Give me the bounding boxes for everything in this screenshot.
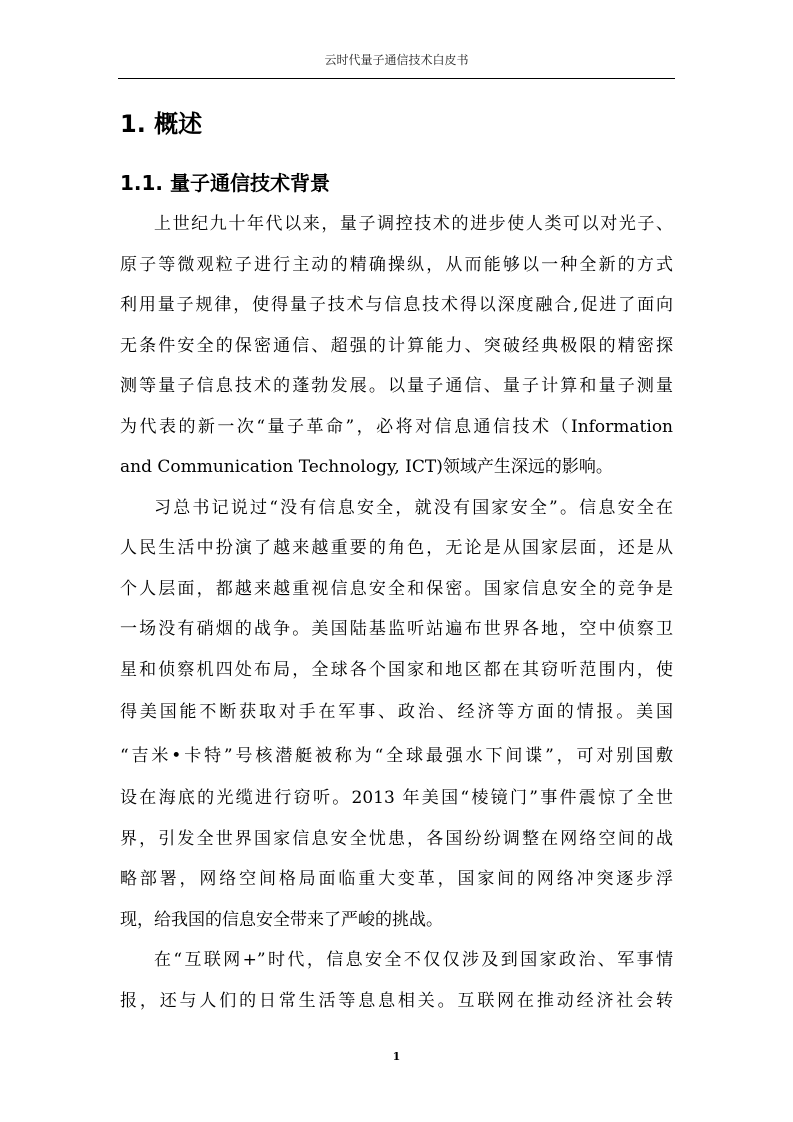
document-body	[120, 106, 673, 1021]
paragraph-line: and Communication Technology, ICT)领域产生深远的影响。	[120, 457, 613, 477]
paragraph-line: 个人层面，都越来越重视信息安全和保密。国家信息安全的竞争是	[120, 578, 673, 599]
paragraph-line: 星和侦察机四处布局，全球各个国家和地区都在其窃听范围内，使	[120, 659, 673, 680]
paragraph-line: 为代表的新一次“量子革命”，必将对信息通信技术（Information	[120, 416, 673, 437]
paragraph-1	[120, 204, 673, 488]
paragraph-line: 现，给我国的信息安全带来了严峻的挑战。	[120, 909, 443, 930]
section-heading: 1. 概述	[120, 110, 203, 138]
subsection-heading: 1.1. 量子通信技术背景	[120, 171, 330, 195]
paragraph-line: 报，还与人们的日常生活等息息相关。互联网在推动经济社会转	[120, 990, 673, 1011]
paragraph-2	[120, 488, 673, 941]
paragraph-line: 人民生活中扮演了越来越重要的角色，无论是从国家层面，还是从	[120, 538, 673, 558]
paragraph-line: 无条件安全的保密通信、超强的计算能力、突破经典极限的精密探	[120, 335, 673, 356]
paragraph-line: “吉米•卡特”号核潜艇被称为“全球最强水下间谍”，可对别国敷	[120, 746, 673, 766]
paragraph-3	[120, 940, 673, 1021]
paragraph-line: 原子等微观粒子进行主动的精确操纵，从而能够以一种全新的方式	[120, 254, 673, 275]
paragraph-line: 设在海底的光缆进行窃听。2013 年美国“棱镜门”事件震惊了全世	[120, 788, 673, 808]
paragraph-line: 上世纪九十年代以来，量子调控技术的进步使人类可以对光子、	[154, 214, 673, 234]
header-rule	[118, 78, 675, 79]
paragraph-line: 测等量子信息技术的蓬勃发展。以量子通信、量子计算和量子测量	[120, 376, 673, 396]
paragraph-line: 在“互联网+”时代，信息安全不仅仅涉及到国家政治、军事情	[154, 950, 673, 970]
page-number: 1	[392, 1050, 401, 1063]
paragraph-line: 习总书记说过“没有信息安全，就没有国家安全”。信息安全在	[154, 497, 673, 518]
running-header: 云时代量子通信技术白皮书	[324, 53, 469, 67]
paragraph-line: 利用量子规律，使得量子技术与信息技术得以深度融合,促进了面向	[120, 295, 673, 315]
paragraph-line: 界，引发全世界国家信息安全忧患，各国纷纷调整在网络空间的战	[120, 828, 673, 849]
paragraph-line: 略部署，网络空间格局面临重大变革，国家间的网络冲突逐步浮	[120, 869, 673, 889]
paragraph-line: 一场没有硝烟的战争。美国陆基监听站遍布世界各地，空中侦察卫	[120, 619, 673, 639]
paragraph-line: 得美国能不断获取对手在军事、政治、经济等方面的情报。美国	[120, 702, 673, 722]
